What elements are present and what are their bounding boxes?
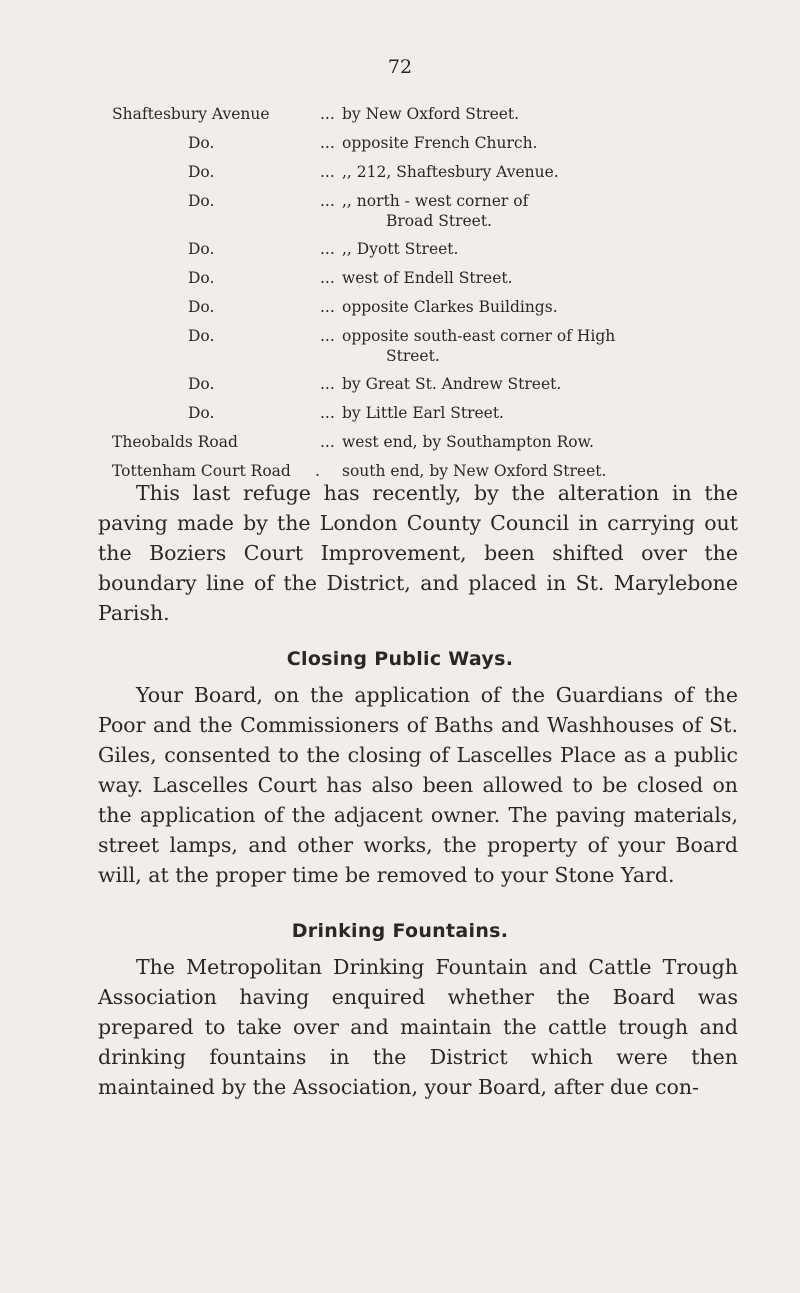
leader-dots: ... — [320, 163, 335, 181]
refuge-street: Theobalds Road — [112, 433, 238, 451]
refuge-location — [342, 326, 752, 366]
refuge-location: ,, 212, Shaftesbury Avenue. — [342, 163, 559, 181]
paragraph: This last refuge has recently, by the alteration in the paving made by the London County Council in carrying out the Boziers Court Improvement, been shifted over the boundary line of the District, and placed in St. Marylebone Parish. — [98, 481, 738, 625]
list-item — [112, 326, 752, 374]
section-heading-closing-public-ways: Closing Public Ways. — [286, 648, 514, 670]
refuge-location: west end, by Southampton Row. — [342, 433, 594, 451]
leader-dots: ... — [320, 298, 335, 316]
leader-dots: ... — [320, 134, 335, 152]
leader-dots: ... — [320, 375, 335, 393]
section-heading-drinking-fountains: Drinking Fountains. — [291, 920, 509, 942]
list-item — [112, 268, 752, 297]
refuge-street: Do. — [188, 163, 215, 181]
refuge-location — [342, 191, 752, 231]
refuge-street: Tottenham Court Road — [112, 462, 291, 480]
refuge-location: by Great St. Andrew Street. — [342, 375, 562, 393]
list-item — [112, 297, 752, 326]
refuge-street: Do. — [188, 298, 215, 316]
page-number: 72 — [387, 56, 413, 78]
list-item — [112, 239, 752, 268]
list-item — [112, 191, 752, 239]
refuge-location: west of Endell Street. — [342, 269, 513, 287]
refuge-location-continuation: Street. — [386, 347, 440, 365]
leader-dots: . — [315, 462, 320, 480]
leader-dots: ... — [320, 269, 335, 287]
refuge-street: Do. — [188, 240, 215, 258]
list-item — [112, 104, 752, 133]
list-item — [112, 374, 752, 403]
leader-dots: ... — [320, 327, 335, 345]
refuge-street: Do. — [188, 375, 215, 393]
leader-dots: ... — [320, 240, 335, 258]
refuge-note — [98, 478, 738, 628]
refuge-location: ,, Dyott Street. — [342, 240, 459, 258]
list-item — [112, 162, 752, 191]
refuge-location-line: opposite south-east corner of High — [342, 327, 616, 345]
leader-dots: ... — [320, 433, 335, 451]
paragraph: Your Board, on the application of the Guardians of the Poor and the Commissioners of Baths and Washhouses of St. Giles, consented to the closing of Lascelles Place as a public way. Lascelles Court has also been allowed to be closed on the application of the adjacent owner. The paving materials, street lamps, and other works, the property of your Board will, at the proper time be removed to your Stone Yard. — [98, 683, 738, 887]
refuge-street: Do. — [188, 269, 215, 287]
refuge-location: by New Oxford Street. — [342, 105, 520, 123]
refuge-street: Shaftesbury Avenue — [112, 105, 270, 123]
leader-dots: ... — [320, 404, 335, 422]
list-item — [112, 403, 752, 432]
refuge-location: by Little Earl Street. — [342, 404, 504, 422]
leader-dots: ... — [320, 192, 335, 210]
refuge-location: opposite Clarkes Buildings. — [342, 298, 558, 316]
section-body-drinking-fountains — [98, 952, 738, 1102]
refuge-street: Do. — [188, 134, 215, 152]
refuge-street: Do. — [188, 192, 215, 210]
paragraph: The Metropolitan Drinking Fountain and Cattle Trough Association having enquired whether the Board was prepared to take over and maintain the cattle trough and drinking fountains in the District which were then maintained by the Association, your Board, after due con- — [98, 955, 738, 1099]
refuge-list — [112, 104, 752, 490]
list-item — [112, 432, 752, 461]
refuge-location-line: ,, north - west corner of — [342, 192, 529, 210]
leader-dots: ... — [320, 105, 335, 123]
list-item — [112, 133, 752, 162]
refuge-location-continuation: Broad Street. — [386, 212, 492, 230]
refuge-location: south end, by New Oxford Street. — [342, 462, 607, 480]
refuge-street: Do. — [188, 404, 215, 422]
refuge-location: opposite French Church. — [342, 134, 538, 152]
refuge-street: Do. — [188, 327, 215, 345]
section-body-closing-public-ways — [98, 680, 738, 890]
